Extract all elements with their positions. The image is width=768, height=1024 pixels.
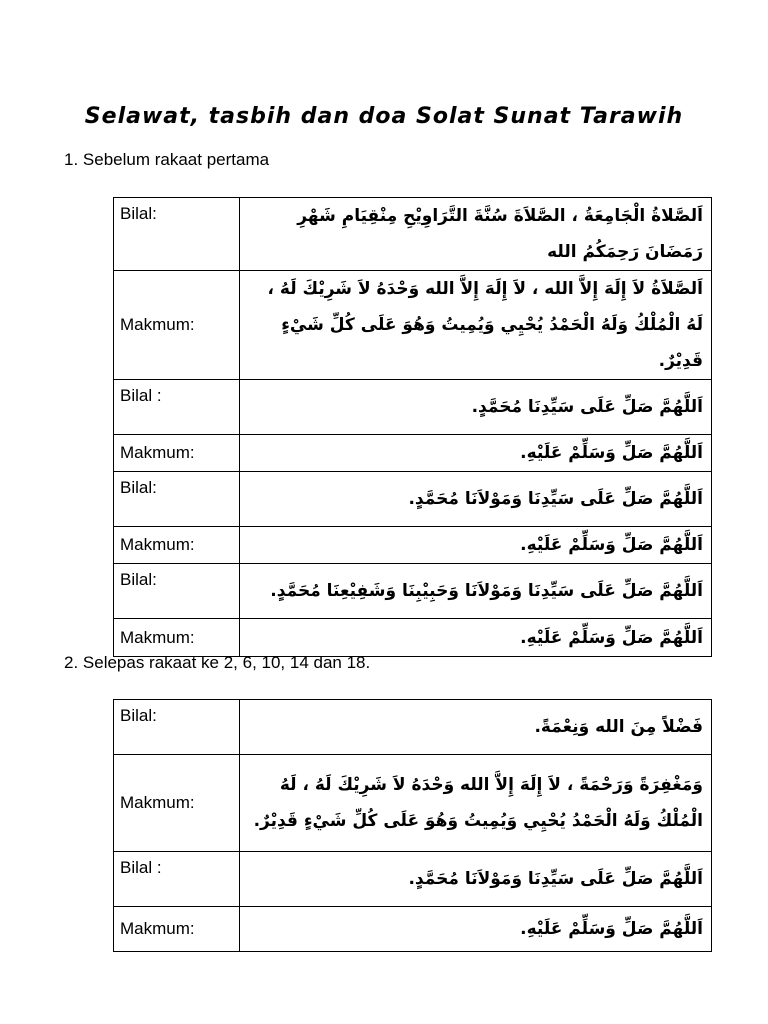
section-2-table <box>113 699 712 952</box>
table-row <box>114 564 712 619</box>
role-label: Makmum: <box>114 755 240 852</box>
role-label: Makmum: <box>114 527 240 564</box>
table-row <box>114 527 712 564</box>
arabic-text: اَللَّهُمَّ صَلِّ وَسَلِّمْ عَلَيْهِ. <box>240 619 712 657</box>
document-title: Selawat, tasbih dan doa Solat Sunat Tarawih <box>84 104 684 129</box>
arabic-text: اَللَّهُمَّ صَلِّ وَسَلِّمْ عَلَيْهِ. <box>240 435 712 472</box>
arabic-text: فَضْلاً مِنَ الله وَنِعْمَةً. <box>240 700 712 755</box>
role-label: Bilal : <box>114 380 240 435</box>
role-label: Makmum: <box>114 271 240 380</box>
table-row <box>114 907 712 952</box>
arabic-text: اَللَّهُمَّ صَلِّ وَسَلِّمْ عَلَيْهِ. <box>240 907 712 952</box>
role-label: Bilal: <box>114 472 240 527</box>
section-2-heading: 2. Selepas rakaat ke 2, 6, 10, 14 dan 18. <box>64 653 371 672</box>
section-1-table <box>113 197 712 657</box>
table-row <box>114 619 712 657</box>
table-row <box>114 380 712 435</box>
arabic-text: اَلصَّلاَةُ لاَ إِلَهَ إِلاَّ الله ، لاَ إِلَهَ إِلاَّ الله وَحْدَهُ لاَ شَرِيْكَ لَهُ ، لَهُ الْمُلْكُ وَلَهُ الْحَمْدُ يُحْيِي وَيُمِيتُ وَهُوَ عَلَى كُلِّ شَيْءٍ قَدِيْرٌ. <box>240 271 712 380</box>
table-row <box>114 700 712 755</box>
role-label: Bilal: <box>114 564 240 619</box>
role-label: Makmum: <box>114 907 240 952</box>
role-label: Bilal: <box>114 198 240 271</box>
arabic-text: اَلصَّلاةُ الْجَامِعَةُ ، الصَّلاَةَ سُنَّةَ التَّرَاوِيْحِ مِنْقِيَامِ شَهْرِ رَمَضَانَ رَحِمَكُمُ الله <box>240 198 712 271</box>
arabic-text: اَللَّهُمَّ صَلِّ وَسَلِّمْ عَلَيْهِ. <box>240 527 712 564</box>
role-label: Makmum: <box>114 619 240 657</box>
role-label: Makmum: <box>114 435 240 472</box>
arabic-text: اَللَّهُمَّ صَلِّ عَلَى سَيِّدِنَا وَمَوْلاَنَا مُحَمَّدٍ. <box>240 472 712 527</box>
table-row <box>114 435 712 472</box>
arabic-text: وَمَغْفِرَةً وَرَحْمَةً ، لاَ إِلَهَ إِلاَّ الله وَحْدَهُ لاَ شَرِيْكَ لَهُ ، لَهُ الْمُلْكُ وَلَهُ الْحَمْدُ يُحْيِي وَيُمِيتُ وَهُوَ عَلَى كُلِّ شَيْءٍ قَدِيْرٌ. <box>240 755 712 852</box>
table-row <box>114 852 712 907</box>
arabic-text: اَللَّهُمَّ صَلِّ عَلَى سَيِّدِنَا وَمَوْلاَنَا وَحَبِيْبِنَا وَشَفِيْعِنَا مُحَمَّدٍ. <box>240 564 712 619</box>
table-row <box>114 472 712 527</box>
table-row <box>114 271 712 380</box>
table-row <box>114 755 712 852</box>
arabic-text: اَللَّهُمَّ صَلِّ عَلَى سَيِّدِنَا وَمَوْلاَنَا مُحَمَّدٍ. <box>240 852 712 907</box>
table-row <box>114 198 712 271</box>
role-label: Bilal : <box>114 852 240 907</box>
arabic-text: اَللَّهُمَّ صَلِّ عَلَى سَيِّدِنَا مُحَمَّدٍ. <box>240 380 712 435</box>
section-1-heading: 1. Sebelum rakaat pertama <box>64 150 270 169</box>
role-label: Bilal: <box>114 700 240 755</box>
